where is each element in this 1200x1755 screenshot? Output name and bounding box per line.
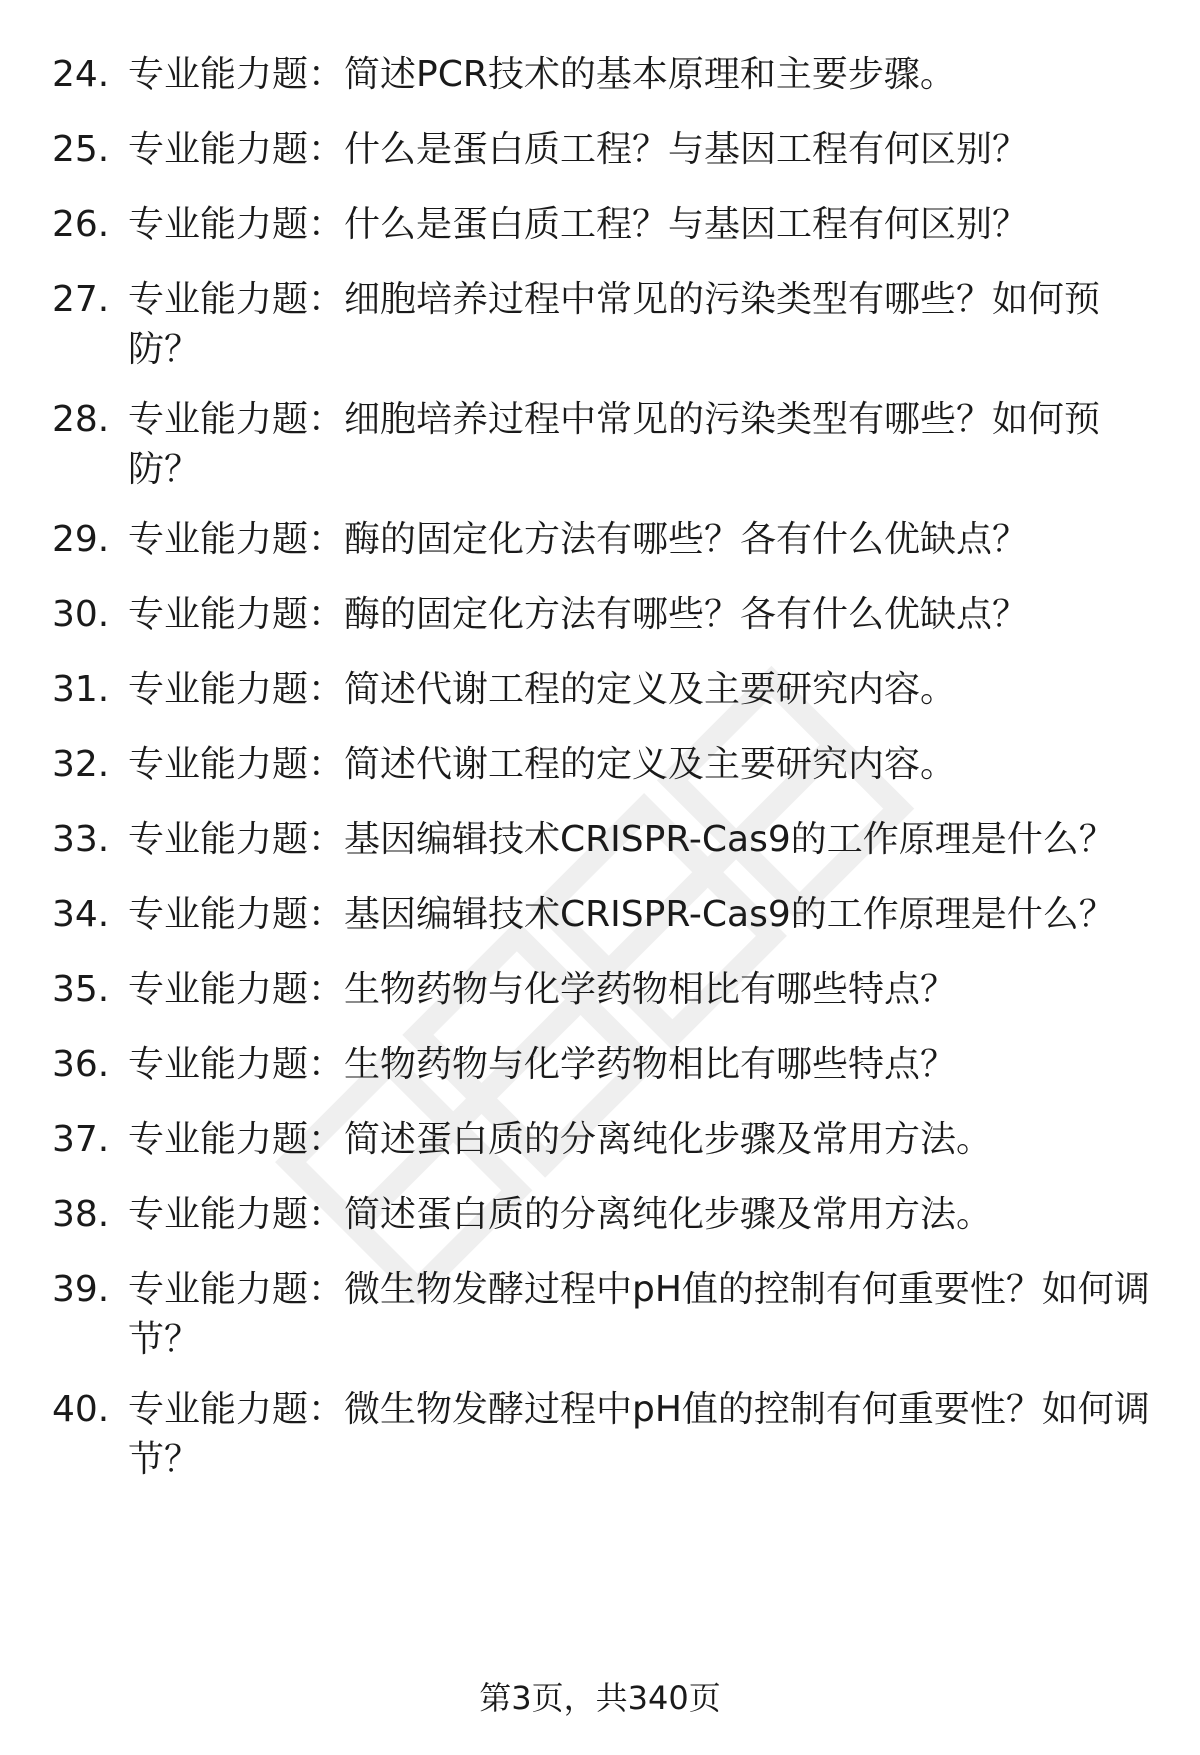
question-number: 28. bbox=[52, 399, 110, 440]
question-number: 26. bbox=[52, 204, 110, 245]
question-text: 专业能力题：酶的固定化方法有哪些？各有什么优缺点？ bbox=[128, 519, 1029, 560]
question-text: 专业能力题：什么是蛋白质工程？与基因工程有何区别？ bbox=[128, 129, 1029, 170]
question-text: 专业能力题：什么是蛋白质工程？与基因工程有何区别？ bbox=[128, 204, 1029, 245]
question-number: 30. bbox=[52, 594, 110, 635]
question-text: 专业能力题：酶的固定化方法有哪些？各有什么优缺点？ bbox=[128, 594, 1029, 635]
question-text: 专业能力题：基因编辑技术CRISPR-Cas9的工作原理是什么？ bbox=[128, 819, 1115, 860]
question-text: 专业能力题：生物药物与化学药物相比有哪些特点？ bbox=[128, 1044, 957, 1085]
question-number: 33. bbox=[52, 819, 110, 860]
question-number: 25. bbox=[52, 129, 110, 170]
question-text: 专业能力题：微生物发酵过程中pH值的控制有何重要性？如何调节？ bbox=[128, 1269, 1150, 1360]
question-text: 专业能力题：基因编辑技术CRISPR-Cas9的工作原理是什么？ bbox=[128, 894, 1115, 935]
question-text: 专业能力题：简述蛋白质的分离纯化步骤及常用方法。 bbox=[128, 1119, 993, 1160]
question-text: 专业能力题：细胞培养过程中常见的污染类型有哪些？如何预防？ bbox=[128, 279, 1101, 370]
question-number: 24. bbox=[52, 54, 110, 95]
question-number: 40. bbox=[52, 1389, 110, 1430]
question-number: 35. bbox=[52, 969, 110, 1010]
question-text: 专业能力题：简述PCR技术的基本原理和主要步骤。 bbox=[128, 54, 956, 95]
question-number: 32. bbox=[52, 744, 110, 785]
question-text: 专业能力题：简述蛋白质的分离纯化步骤及常用方法。 bbox=[128, 1194, 993, 1235]
question-text: 专业能力题：简述代谢工程的定义及主要研究内容。 bbox=[128, 669, 957, 710]
question-number: 31. bbox=[52, 669, 110, 710]
question-number: 37. bbox=[52, 1119, 110, 1160]
question-number: 38. bbox=[52, 1194, 110, 1235]
question-number: 29. bbox=[52, 519, 110, 560]
question-text: 专业能力题：简述代谢工程的定义及主要研究内容。 bbox=[128, 744, 957, 785]
question-text: 专业能力题：微生物发酵过程中pH值的控制有何重要性？如何调节？ bbox=[128, 1389, 1150, 1480]
question-text: 专业能力题：细胞培养过程中常见的污染类型有哪些？如何预防？ bbox=[128, 399, 1101, 490]
question-number: 34. bbox=[52, 894, 110, 935]
question-number: 27. bbox=[52, 279, 110, 320]
question-text: 专业能力题：生物药物与化学药物相比有哪些特点？ bbox=[128, 969, 957, 1010]
page-footer: 第3页，共340页 bbox=[479, 1679, 721, 1717]
question-number: 36. bbox=[52, 1044, 110, 1085]
question-number: 39. bbox=[52, 1269, 110, 1310]
